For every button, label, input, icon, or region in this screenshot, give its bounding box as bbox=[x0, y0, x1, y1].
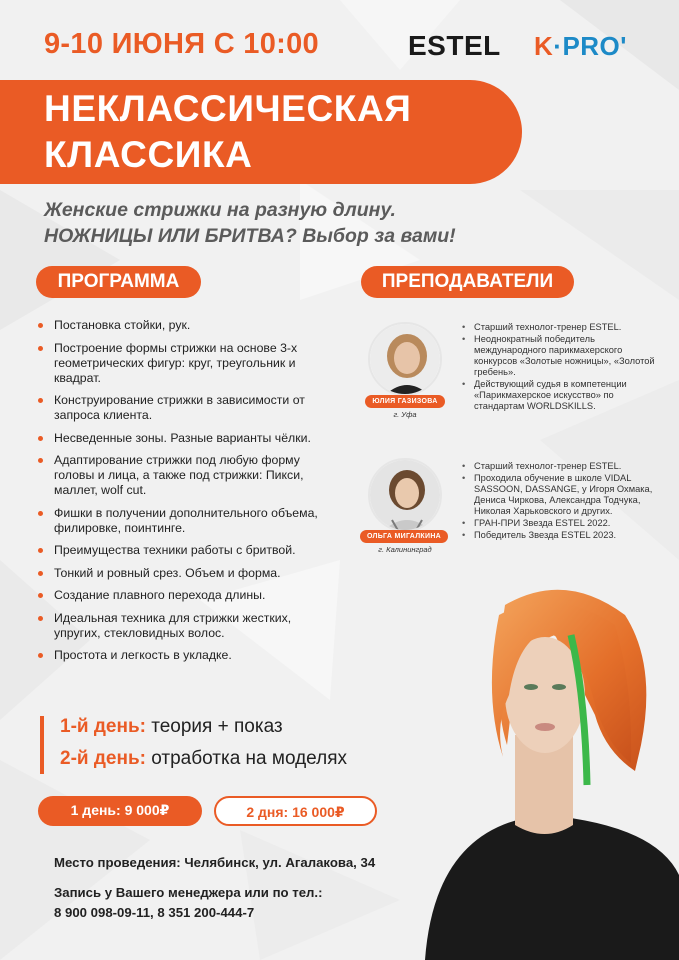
price-two-days: 2 дня: 16 000₽ bbox=[214, 796, 377, 826]
day-1-label: 1-й день: bbox=[60, 716, 146, 737]
kpro-logo bbox=[534, 31, 627, 62]
list-item: • Старший технолог-тренер ESTEL. bbox=[460, 461, 660, 472]
signup-text: Запись у Вашего менеджера или по тел.: bbox=[54, 885, 323, 900]
event-subtitle bbox=[44, 197, 644, 249]
list-item: • Проходила обучение в школе VIDAL SASSOON, DASSANGE, у Игоря Охмака, Дениса Чиркова, Александра Тодчука, Николая Харьковского и других. bbox=[460, 473, 660, 517]
kpro-logo-k: K bbox=[534, 31, 554, 61]
list-item: Несведенные зоны. Разные варианты чёлки. bbox=[38, 431, 338, 446]
list-item: • Победитель Звезда ESTEL 2023. bbox=[460, 530, 660, 541]
teachers-heading: ПРЕПОДАВАТЕЛИ bbox=[361, 266, 574, 298]
teacher-1-facts bbox=[460, 322, 660, 413]
signup-block bbox=[54, 883, 394, 923]
day-1-text: теория + показ bbox=[145, 716, 283, 737]
list-item: • Старший технолог-тренер ESTEL. bbox=[460, 322, 660, 333]
list-item: Создание плавного перехода длины. bbox=[38, 588, 338, 603]
day-1-line bbox=[60, 716, 283, 738]
event-date: 9-10 ИЮНЯ С 10:00 bbox=[44, 28, 319, 60]
list-item: Идеальная техника для стрижки жестких, упругих, стекловидных волос. bbox=[38, 611, 338, 641]
day-2-line bbox=[60, 748, 347, 770]
list-item: Фишки в получении дополнительного объема, филировке, поинтинге. bbox=[38, 506, 338, 536]
teacher-2-photo bbox=[368, 458, 442, 532]
list-item: Постановка стойки, рук. bbox=[38, 318, 338, 333]
list-item: Простота и легкость в укладке. bbox=[38, 648, 338, 663]
teacher-1-city: г. Уфа bbox=[393, 410, 417, 419]
list-item: Конструирование стрижки в зависимости от запроса клиента. bbox=[38, 393, 338, 423]
subtitle-line1: Женские стрижки на разную длину. bbox=[44, 199, 396, 221]
teacher-2-city: г. Калининград bbox=[378, 545, 432, 554]
event-title-line1: НЕКЛАССИЧЕСКАЯ bbox=[44, 88, 412, 129]
teacher-2-facts bbox=[460, 461, 660, 542]
list-item: Преимущества техники работы с бритвой. bbox=[38, 543, 338, 558]
model-portrait-image bbox=[395, 575, 679, 960]
subtitle-line2: НОЖНИЦЫ ИЛИ БРИТВА? Выбор за вами! bbox=[44, 225, 456, 247]
price-one-day: 1 день: 9 000₽ bbox=[38, 796, 202, 826]
list-item: Тонкий и ровный срез. Объем и форма. bbox=[38, 566, 338, 581]
day-2-label: 2-й день: bbox=[60, 748, 146, 769]
event-title-line2: КЛАССИКА bbox=[44, 134, 253, 175]
day-2-text: отработка на моделях bbox=[145, 748, 347, 769]
kpro-logo-rest: ·PRO' bbox=[553, 31, 627, 61]
list-item: • ГРАН-ПРИ Звезда ESTEL 2022. bbox=[460, 518, 660, 529]
program-heading: ПРОГРАММА bbox=[36, 266, 201, 298]
estel-logo: ESTEL bbox=[408, 30, 501, 61]
list-item: • Неоднократный победитель международного парикмахерского конкурсов «Золотые ножницы», «Золотой гребень». bbox=[460, 334, 660, 378]
event-title bbox=[44, 86, 514, 178]
venue-text: Место проведения: Челябинск, ул. Агалакова, 34 bbox=[54, 855, 376, 870]
list-item: Адаптирование стрижки под любую форму головы и лица, а также под стрижки: Пикси, маллет, wolf cut. bbox=[38, 453, 338, 498]
teacher-1-photo bbox=[368, 322, 442, 396]
phone-numbers[interactable]: 8 900 098-09-11, 8 351 200-444-7 bbox=[54, 905, 255, 920]
list-item: • Действующий судья в компетенции «Парикмахерское искусство» по стандартам WORLDSKILLS. bbox=[460, 379, 660, 412]
list-item: Построение формы стрижки на основе 3-х геометрических фигур: круг, треугольник и квадрат. bbox=[38, 341, 338, 386]
program-list bbox=[38, 318, 338, 671]
teacher-1-name: ЮЛИЯ ГАЗИЗОВА bbox=[365, 395, 445, 408]
days-accent-bar bbox=[40, 716, 44, 774]
teacher-2-name: ОЛЬГА МИГАЛКИНА bbox=[360, 530, 448, 543]
